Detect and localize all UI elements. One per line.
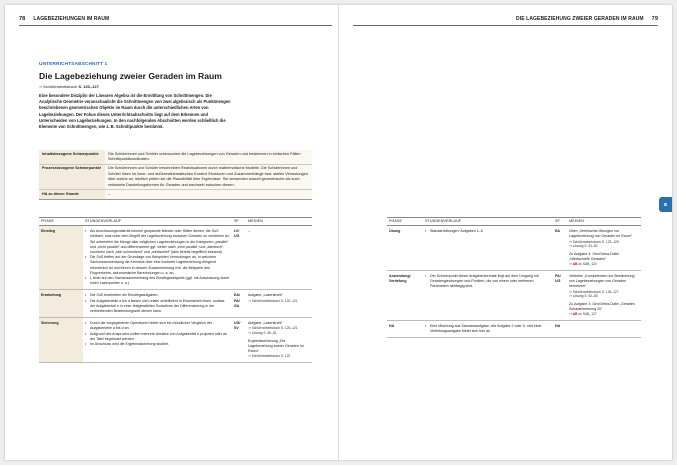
page-gutter (338, 5, 339, 460)
competency-row (39, 150, 312, 164)
course-cell (83, 226, 232, 290)
sf-cell: LV/ UG (232, 226, 246, 290)
online-code-ref: zu SAB_127 (578, 312, 597, 317)
course-cell (83, 290, 232, 318)
media-title: Vertiefen „Kompetenzen zur Bestimmung von Lagebeziehungen von Geraden vernetzen“ (569, 273, 635, 289)
media-ref-text: Schülerarbeitsbuch S. 120–121 (251, 298, 298, 303)
media-sol-text: Lösung S. 80–81 (251, 331, 277, 336)
col-phase: PHASE (39, 218, 83, 226)
media-title-2: Ergebnissicherung „Die Lagebeziehung zweier Geraden im Raum“ (248, 338, 304, 353)
arrow-icon: ➞ (248, 298, 252, 303)
workbook-ref-pages: S. 120–127 (78, 84, 99, 89)
left-lesson-table (39, 217, 312, 363)
media-ref2-text: Schülerarbeitsbuch S. 122 (251, 354, 291, 359)
media-cell (246, 318, 312, 363)
list-item: • Standardübungen: Aufgaben 1–5 (425, 229, 551, 234)
media-cell (567, 270, 641, 320)
media-cell (567, 320, 641, 337)
media-solution (569, 244, 639, 249)
competency-value: Die Schülerinnen und Schüler beschreiben Realsituationen durch mathematische Modelle. Die Schülerinnen und Schüler lösen im inner- und außermathematischen Kontext Strukturen und Zusammenhänge bzw. stellen Vermutungen über solche an; letztlich prüfen sie die Plausibilität ihrer Ergebnisse. Sie verwenden sowohl geometrische als auch vektorielle Darstellungsformen für Geraden und wechseln zwischen diesen. (105, 164, 312, 190)
media-title: Aufgabe „Laserstrahl“ (248, 321, 283, 326)
online-code-badge: AB (572, 312, 578, 317)
intro-paragraph: Eine besondere Disziplin der Linearen Algebra ist die Ermittlung von Schnittmengen. Die Analytische Geometrie veranschaulicht die Schnittmengen von zwei algebraisch als Punktmengen beschriebenen geometrischen Objekte im Raum durch die unterschiedlichen Arten von Lagebeziehungen. Der Fokus dieses Unterrichtsabschnitts liegt auf dem Erkennen und Unterscheiden von Lagebeziehungen. In den nachfolgenden Abschnitten werden schließlich die Elemente von Schnittmengen, wie z. B. Schnittpunkte bestimmt. (39, 93, 231, 130)
arrow-icon: ➞ (569, 294, 573, 299)
list-item: • Im Anschluss wird die Ergebnissicherung studiert. (85, 342, 230, 347)
media-sol-text: Lösung S. 82–83 (572, 294, 598, 299)
left-header-rule (19, 25, 332, 26)
arrow-icon: ➞ (569, 289, 573, 294)
section-label: UNTERRICHTSABSCHNITT 1 (39, 62, 108, 67)
list-item: • Der Schwerpunkt dieser Aufgabenformate liegt auf dem Umgang mit Geradengleichungen und Punkten, die von einem oder mehreren Parametern abhängig sind. (425, 274, 551, 290)
table-header-row (387, 218, 641, 226)
competency-value: – (105, 190, 312, 199)
phase-cell: Erarbeitung (39, 290, 83, 318)
phase-cell: Übung (387, 226, 423, 271)
col-phase: PHASE (387, 218, 423, 226)
phase-cell: Anwendung/ Vertiefung (387, 270, 423, 320)
sf-cell: EA (553, 226, 567, 271)
media-title-2: Zu Aufgabe 3: GeoGebra-Datei „Geraden Scharanimierung 20“ (569, 301, 635, 311)
competency-key: Inhaltsbezogene Schwerpunkte (39, 150, 105, 164)
list-item: • Durch die vorgegebenen Operatoren bietet sich ein mündlicher Vergleich der Aufgabenteile a bis d an. (85, 321, 230, 331)
list-item: • Die SuS treffen auf der Grundlage von Beispielen Vermutungen an, in welchem Sachzusammenhang die Kenntnis über eine konkrete Lagebeziehung dringend erforderlich ist und führen in dessen Zusammenhang evtl. die Beispiele des Flugverkehrs, astronomische Berechnungen o. a. an. (85, 255, 230, 276)
table-row (387, 320, 641, 337)
media-title-2: Zu Aufgabe 4: GeoGebra-Datei „Windschiefe Geraden“ (569, 251, 619, 261)
competency-table (39, 150, 312, 200)
online-code-ref: zu SAB_124 (578, 262, 597, 267)
arrow-icon: ➞ (569, 262, 573, 267)
competency-row (39, 164, 312, 190)
competency-value: Die Schülerinnen und Schüler untersuchen die Lagebeziehungen von Geraden und bestimmen in einfachen Fällen Schnittpunktkoordinaten. (105, 150, 312, 164)
list-item: • Als Anschauungsmaterial können gespannte Bänder oder Stäbe dienen; die SuS erklären, was unter dem Begriff der Lagebeziehung zwischen Geraden zu verstehen ist. Sie unterteilen die Menge aller möglichen Lagebeziehungen in die Kategorien „parallel“ und „nicht parallel“ und differenzieren ggf. weiter nach „echt parallel“ und „identisch“, zuordnen nach „sich schneidend“ und „windschief“ (falls bereits begrifflich bekannt). (85, 229, 230, 255)
course-cell (83, 318, 232, 363)
right-running-title: DIE LAGEBEZIEHUNG ZWEIER GERADEN IM RAUM (516, 16, 644, 22)
list-item: • Aufgrund des Anspruchs sollten mehrere Ansätze von Aufgabenteil e projiziert oder an der Tafel begründet werden. (85, 332, 230, 342)
list-item: • L lenkt auf den Sachzusammenhang des Einstiegsbeispiels (ggf. mit Anschauung durch einen Laserpointer o. a.). (85, 276, 230, 286)
media-reference (248, 299, 310, 304)
phase-cell: HA (387, 320, 423, 337)
table-row (387, 270, 641, 320)
table-header-row (39, 218, 312, 226)
media-online-link[interactable] (569, 262, 639, 267)
course-cell (423, 320, 553, 337)
arrow-icon: ➞ (248, 354, 252, 359)
arrow-icon: ➞ (39, 85, 42, 89)
col-course: STUNDENVERLAUF (83, 218, 232, 226)
media-online-link[interactable] (569, 312, 639, 317)
sf-cell: EA/ PA/ GA (232, 290, 246, 318)
right-lesson-table (387, 217, 641, 338)
sf-cell: HA (553, 320, 567, 337)
left-page-number: 78 (19, 16, 26, 22)
col-sf: SF (553, 218, 567, 226)
col-course: STUNDENVERLAUF (423, 218, 553, 226)
arrow-icon: ➞ (248, 326, 252, 331)
media-reference-2 (248, 354, 310, 359)
arrow-icon: ➞ (248, 331, 252, 336)
media-ref-text: Schülerarbeitsbuch S. 126–127 (572, 289, 619, 294)
page-title: Die Lagebeziehung zweier Geraden im Raum (39, 71, 222, 81)
list-item: • Die SuS bearbeiten die Einstiegsaufgaben. (85, 293, 230, 298)
media-ref-text: Schülerarbeitsbuch S. 123–125 (572, 239, 619, 244)
media-cell: – (246, 226, 312, 290)
competency-row (39, 190, 312, 199)
arrow-icon: ➞ (569, 312, 573, 317)
col-media: MEDIEN (567, 218, 641, 226)
right-page-number: 79 (651, 16, 658, 22)
book-spread (5, 5, 672, 460)
course-cell (423, 226, 553, 271)
table-row (39, 226, 312, 290)
col-media: MEDIEN (246, 218, 312, 226)
left-running-title: LAGEBEZIEHUNGEN IM RAUM (33, 16, 110, 22)
right-running-header (353, 13, 658, 25)
competency-key: Prozessbezogene Schwerpunkte (39, 164, 105, 190)
workbook-ref-text: Schülerarbeitsbuch (42, 84, 78, 89)
media-sol-text: Lösung S. 81–82 (572, 244, 598, 249)
media-title: Aufgabe „Laserstrahl“ (248, 293, 283, 298)
sf-cell: UG/ SV (232, 318, 246, 363)
arrow-icon: ➞ (569, 239, 573, 244)
media-solution (569, 294, 639, 299)
arrow-icon: ➞ (569, 244, 573, 249)
media-title: Üben „Vermischte Übungen zur Lagebeziehung von Geraden im Raum“ (569, 229, 632, 239)
phase-cell: Einstieg (39, 226, 83, 290)
list-item: • Die Aufgabenteile a bis d lassen sich relativ zeitefiizient in Einzelarbeit lösen, sodass der Aufgabenteil e in einer festgewählten Sozialform der Differenzierung in der verbleibenden Bearbeitungszeit dienen kann. (85, 299, 230, 315)
table-row (39, 318, 312, 363)
list-item: • Eine Mischung aus Standardaufgabe, wie Aufgabe 2 oder 5, und einer Vertiefungsaufgabe bietet sich hier an. (425, 324, 551, 334)
media-cell (567, 226, 641, 271)
media-ref-text: Schülerarbeitsbuch S. 120–121 (251, 326, 298, 331)
left-running-header (19, 13, 332, 25)
online-code-badge: AB (572, 262, 578, 267)
media-cell (246, 290, 312, 318)
workbook-reference (39, 84, 99, 89)
table-row (39, 290, 312, 318)
phase-cell: Sicherung (39, 318, 83, 363)
sf-cell: PA/ UG (553, 270, 567, 320)
right-header-rule (353, 25, 658, 26)
table-row (387, 226, 641, 271)
col-sf: SF (232, 218, 246, 226)
competency-key: HA zu dieser Stunde (39, 190, 105, 199)
chapter-side-tab[interactable]: III (659, 197, 672, 212)
media-solution (248, 331, 310, 336)
course-cell (423, 270, 553, 320)
